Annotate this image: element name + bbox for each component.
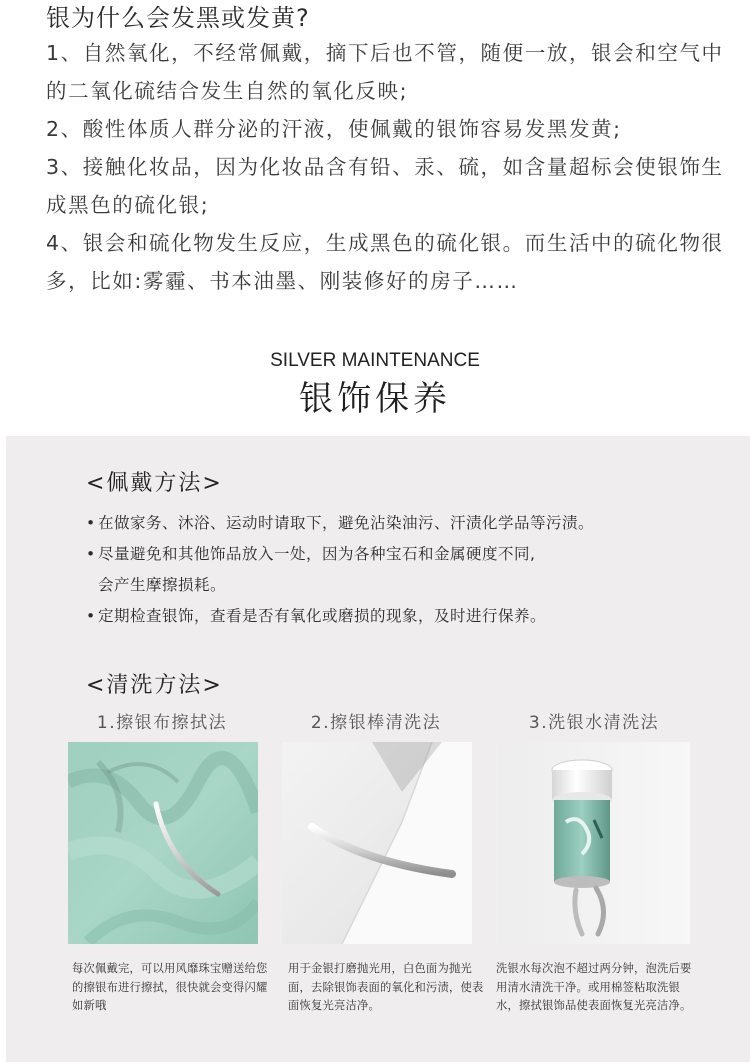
bullet: • (86, 545, 96, 563)
intro-paragraph-4: 4、银会和硫化物发生反应，生成黑色的硫化银。而生活中的硫化物很多，比如:雾霾、书本油墨、刚装修好的房子…… (46, 231, 724, 293)
bullet: • (86, 607, 96, 625)
wearing-item-text: 定期检查银饰，查看是否有氧化或磨损的现象，及时进行保养。 (98, 607, 547, 625)
wearing-list (86, 508, 726, 632)
wearing-item (86, 508, 726, 539)
intro-paragraph-1: 1、自然氧化，不经常佩戴，摘下后也不管，随便一放，银会和空气中的二氧化硫结合发生自然的氧化反映; (46, 41, 724, 103)
intro-paragraph-2: 2、酸性体质人群分泌的汗液，使佩戴的银饰容易发黑发黄; (46, 117, 622, 141)
bullet: • (86, 514, 96, 532)
wearing-heading: <佩戴方法> (86, 471, 223, 496)
wearing-item-continuation: 会产生摩擦损耗。 (98, 576, 227, 594)
method-caption-2: 用于金银打磨抛光用，白色面为抛光面，去除银饰表面的氧化和污渍，使表面恢复光亮洁净。 (288, 962, 484, 1012)
section-heading-en: SILVER MAINTENANCE (270, 350, 480, 371)
wearing-item (86, 601, 726, 632)
cleaning-solution-image (498, 742, 690, 944)
intro-section (46, 2, 726, 300)
cleaning-heading: <清洗方法> (86, 673, 223, 698)
method-title-1: 1.擦银布擦拭法 (96, 713, 228, 733)
method-title-3: 3.洗银水清洗法 (528, 713, 660, 733)
wearing-item (86, 539, 726, 601)
intro-paragraph-3: 3、接触化妆品，因为化妆品含有铅、汞、硫，如含量超标会使银饰生成黑色的硫化银; (46, 155, 724, 217)
wearing-item-text: 在做家务、沐浴、运动时请取下，避免沾染油污、汗渍化学品等污渍。 (98, 514, 595, 532)
polishing-stick-image (282, 742, 472, 944)
wearing-item-text: 尽量避免和其他饰品放入一处，因为各种宝石和金属硬度不同, (98, 545, 536, 563)
method-caption-3: 洗银水每次泡不超过两分钟，泡洗后要用清水清洗干净。或用棉签粘取洗银水，擦拭银饰品使表面恢复光亮洁净。 (496, 962, 692, 1012)
section-heading (0, 348, 750, 422)
method-title-2: 2.擦银棒清洗法 (310, 713, 442, 733)
method-caption-1: 每次佩戴完，可以用风靡珠宝赠送给您的擦银布进行擦拭，很快就会变得闪耀如新哦 (72, 962, 268, 1012)
intro-title: 银为什么会发黑或发黄? (46, 4, 310, 32)
section-heading-cn: 银饰保养 (299, 379, 451, 419)
polishing-cloth-image (68, 742, 258, 944)
